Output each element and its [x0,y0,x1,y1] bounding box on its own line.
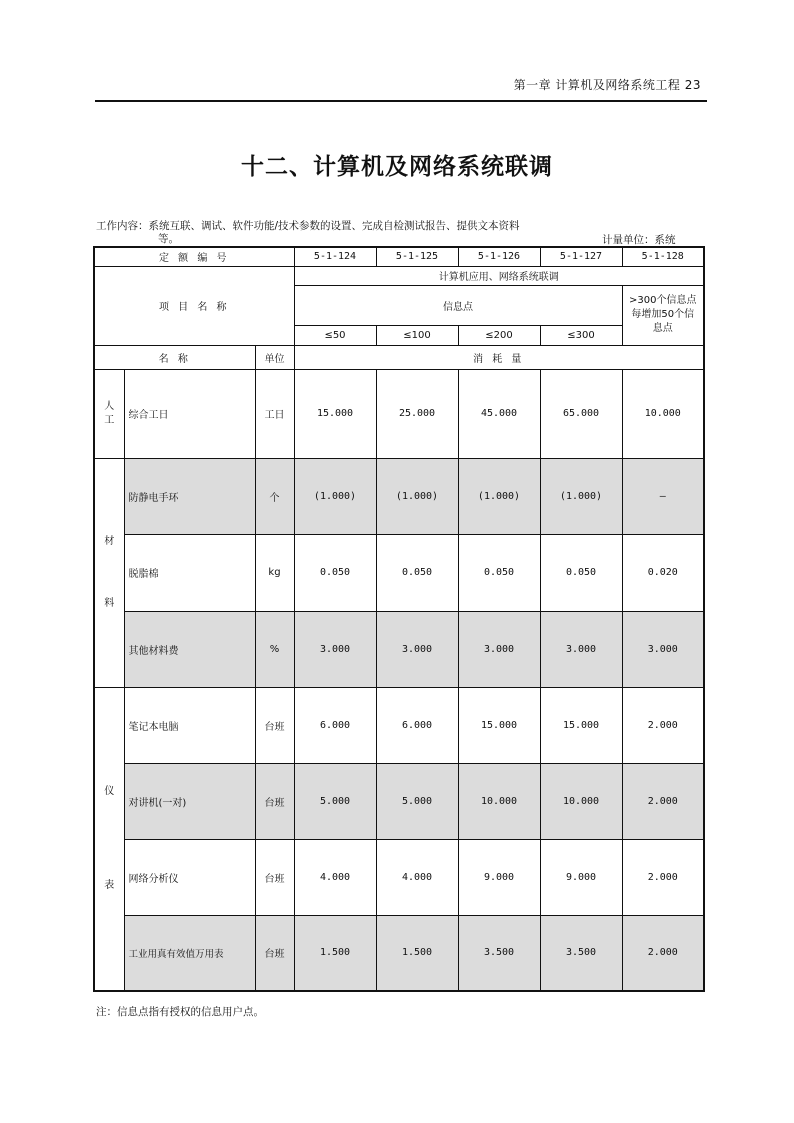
col-name-header: 名 称 [94,345,255,369]
table-row [94,534,704,611]
value-cell: 5.000 [376,763,458,839]
quota-table [93,246,705,992]
row-unit: 台班 [255,763,294,839]
value-cell: 25.000 [376,369,458,458]
value-cell: — [622,458,704,534]
value-cell: 10.000 [622,369,704,458]
row-name: 笔记本电脑 [124,687,255,763]
range-cell: ≤50 [294,325,376,345]
value-cell: 3.000 [294,611,376,687]
row-name: 防静电手环 [124,458,255,534]
value-cell: 45.000 [458,369,540,458]
row-unit: 台班 [255,915,294,991]
code-cell: 5-1-126 [458,247,540,266]
page-title: 十二、计算机及网络系统联调 [241,154,553,180]
footnote: 注：信息点指有授权的信息用户点。 [96,1006,264,1018]
value-cell: (1.000) [540,458,622,534]
row-unit: % [255,611,294,687]
value-cell: 3.000 [540,611,622,687]
ding-e-label: 定 额 编 号 [94,247,294,266]
row-unit: 个 [255,458,294,534]
row-name: 网络分析仪 [124,839,255,915]
code-cell: 5-1-124 [294,247,376,266]
range-cell: ≤200 [458,325,540,345]
value-cell: 10.000 [540,763,622,839]
value-cell: 15.000 [294,369,376,458]
value-cell: 0.050 [294,534,376,611]
work-content-line1: 工作内容：系统互联、调试、软件功能/技术参数的设置、完成自检测试报告、提供文本资料 [96,220,520,232]
value-cell: (1.000) [294,458,376,534]
table-row [94,687,704,763]
extra-label: >300个信息点每增加50个信息点 [622,285,704,345]
value-cell: 2.000 [622,687,704,763]
value-cell: 2.000 [622,915,704,991]
section-label-material: 材 料 [94,458,124,687]
value-cell: 6.000 [294,687,376,763]
row-name: 脱脂棉 [124,534,255,611]
row-name: 综合工日 [124,369,255,458]
value-cell: 6.000 [376,687,458,763]
info-point-label: 信息点 [294,285,622,325]
page-header [95,70,707,102]
item-name-label: 项 目 名 称 [94,266,294,345]
row-name: 工业用真有效值万用表 [124,915,255,991]
value-cell: 2.000 [622,763,704,839]
value-cell: 15.000 [540,687,622,763]
section-label-labor: 人 工 [94,369,124,458]
value-cell: (1.000) [376,458,458,534]
row-unit: kg [255,534,294,611]
table-row [94,915,704,991]
measure-unit: 计量单位：系统 [602,234,676,246]
value-cell: 1.500 [294,915,376,991]
value-cell: 4.000 [376,839,458,915]
row-name: 其他材料费 [124,611,255,687]
col-consume-header: 消 耗 量 [294,345,704,369]
work-content [96,220,616,246]
row-unit: 台班 [255,839,294,915]
value-cell: 3.500 [540,915,622,991]
work-content-line2: 等。 [158,233,179,245]
col-unit-header: 单位 [255,345,294,369]
code-cell: 5-1-125 [376,247,458,266]
value-cell: 65.000 [540,369,622,458]
code-row [94,247,704,266]
value-cell: 5.000 [294,763,376,839]
value-cell: 0.050 [540,534,622,611]
group-label: 计算机应用、网络系统联调 [294,266,704,285]
code-cell: 5-1-127 [540,247,622,266]
value-cell: 0.050 [376,534,458,611]
value-cell: 10.000 [458,763,540,839]
value-cell: 3.000 [458,611,540,687]
section-label-instrument: 仪 表 [94,687,124,991]
table-row [94,369,704,458]
table-row [94,458,704,534]
value-cell: (1.000) [458,458,540,534]
range-cell: ≤100 [376,325,458,345]
range-cell: ≤300 [540,325,622,345]
row-unit: 台班 [255,687,294,763]
table-row [94,763,704,839]
value-cell: 15.000 [458,687,540,763]
value-cell: 1.500 [376,915,458,991]
row-name: 对讲机(一对) [124,763,255,839]
value-cell: 0.020 [622,534,704,611]
value-cell: 3.000 [622,611,704,687]
row-unit: 工日 [255,369,294,458]
table-row [94,611,704,687]
value-cell: 9.000 [540,839,622,915]
value-cell: 3.000 [376,611,458,687]
value-cell: 9.000 [458,839,540,915]
value-cell: 2.000 [622,839,704,915]
table-row [94,839,704,915]
code-cell: 5-1-128 [622,247,704,266]
chapter-header: 第一章 计算机及网络系统工程 23 [513,78,701,92]
value-cell: 0.050 [458,534,540,611]
value-cell: 3.500 [458,915,540,991]
value-cell: 4.000 [294,839,376,915]
